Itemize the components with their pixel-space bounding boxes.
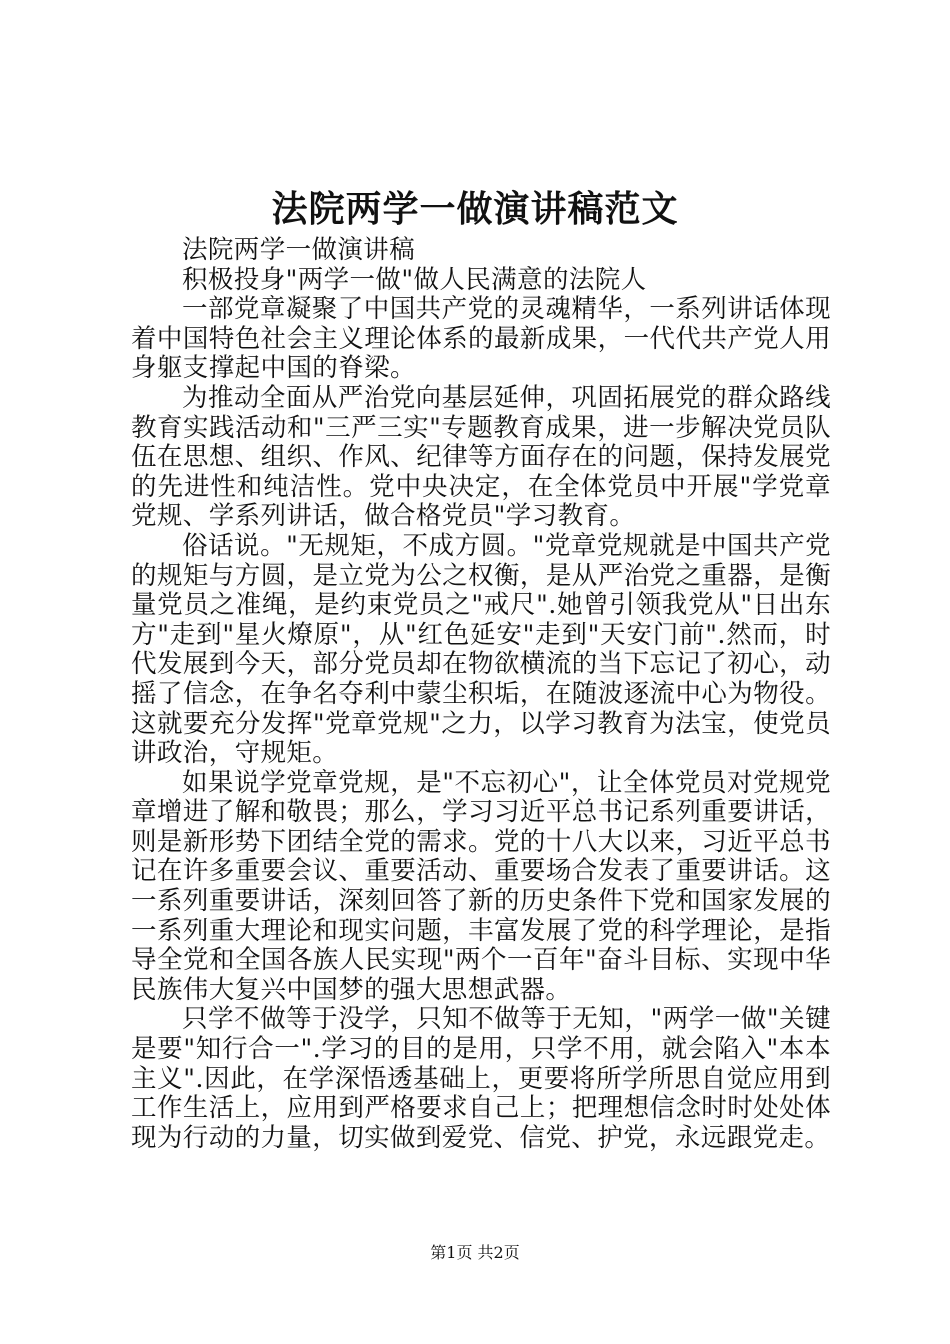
paragraph-subtitle: 法院两学一做演讲稿 xyxy=(182,235,416,265)
paragraph: 为推动全面从严治党向基层延伸，巩固拓展党的群众路线教育实践活动和"三严三实"专题教育成果，进一步解决党员队伍在思想、组织、作风、纪律等方面存在的问题，保持发展党的先进性和纯洁性。党中央决定，在全体党员中开展"学党章党规、学系列讲话，做合格党员"学习教育。 xyxy=(131,382,831,532)
paragraph-heading: 积极投身"两学一做"做人民满意的法院人 xyxy=(182,264,647,295)
paragraph: 一部党章凝聚了中国共产党的灵魂精华，一系列讲话体现着中国特色社会主义理论体系的最新成果，一代代共产党人用身躯支撑起中国的脊梁。 xyxy=(131,294,831,384)
document-body xyxy=(131,236,831,1153)
paragraph: 俗话说。"无规矩，不成方圆。"党章党规就是中国共产党的规矩与方圆，是立党为公之权衡，是从严治党之重器，是衡量党员之准绳，是约束党员之"戒尺".她曾引领我党从"日出东方"走到"星火燎原"，从"红色延安"走到"天安门前".然而，时代发展到今天，部分党员却在物欲横流的当下忘记了初心，动摇了信念，在争名夺利中蒙尘积垢，在随波逐流中心为物役。这就要充分发挥"党章党规"之力，以学习教育为法宝，使党员讲政治，守规矩。 xyxy=(131,530,831,769)
page-footer: 第1页 共2页 xyxy=(430,1243,520,1262)
paragraph: 如果说学党章党规，是"不忘初心"，让全体党员对党规党章增进了解和敬畏；那么，学习习近平总书记系列重要讲话，则是新形势下团结全党的需求。党的十八大以来，习近平总书记在许多重要会议、重要活动、重要场合发表了重要讲话。这一系列重要讲话，深刻回答了新的历史条件下党和国家发展的一系列重大理论和现实问题，丰富发展了党的科学理论，是指导全党和全国各族人民实现"两个一百年"奋斗目标、实现中华民族伟大复兴中国梦的强大思想武器。 xyxy=(131,767,831,1005)
document-title: 法院两学一做演讲稿范文 xyxy=(271,188,679,230)
paragraph: 只学不做等于没学，只知不做等于无知，"两学一做"关键是要"知行合一".学习的目的是用，只学不用，就会陷入"本本主义".因此，在学深悟透基础上，更要将所学所思自觉应用到工作生活上，应用到严格要求自己上；把理想信念时时处处体现为行动的力量，切实做到爱党、信党、护党，永远跟党走。 xyxy=(131,1004,831,1153)
